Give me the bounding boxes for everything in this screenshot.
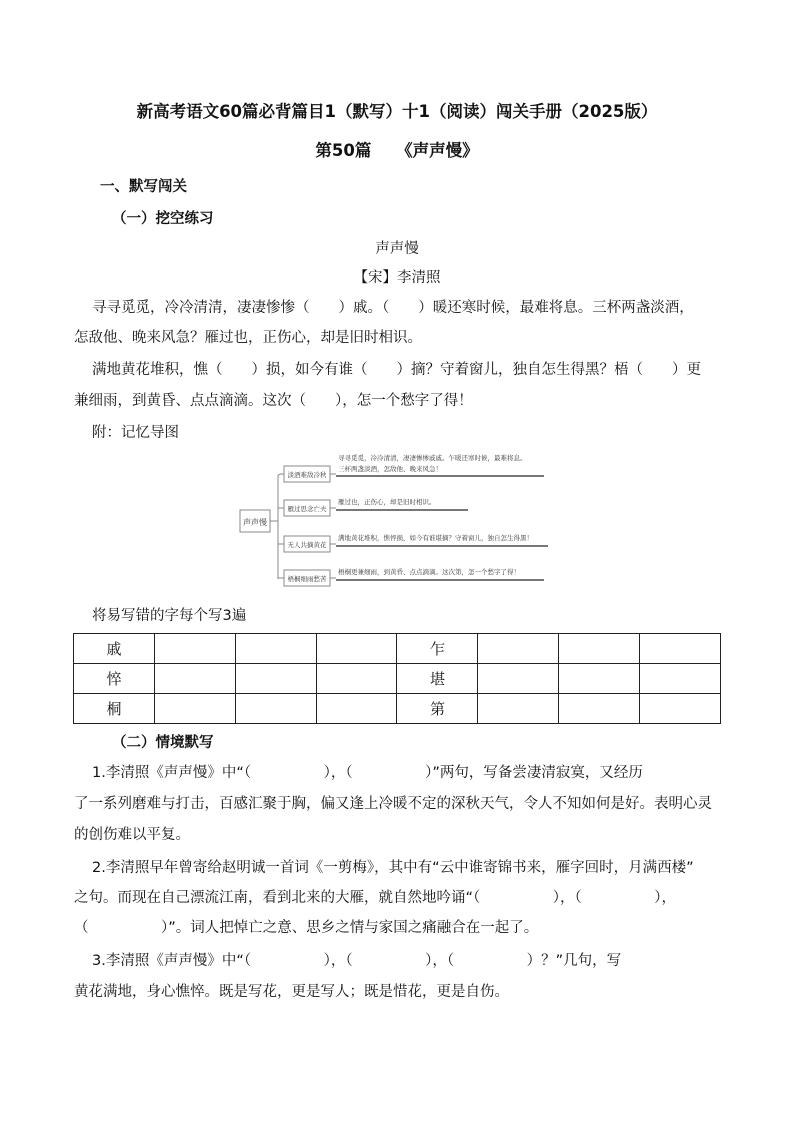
practice-row	[74, 694, 721, 724]
poem-paragraph-2-line-2: 兼细雨，到黄昏、点点滴滴。这次（ ），怎一个愁字了得！	[74, 393, 473, 409]
practice-row	[74, 664, 721, 694]
practice-char: 桐	[74, 694, 155, 724]
mindmap-branch-2	[284, 500, 330, 516]
poem-title: 声声慢	[375, 241, 419, 257]
practice-instruction: 将易写错的字每个写3遍	[92, 608, 247, 624]
practice-grid	[73, 633, 721, 724]
practice-cell[interactable]	[559, 694, 640, 724]
practice-char: 悴	[74, 664, 155, 694]
mindmap-branch-2-line-1: 雁过也，正伤心，却是旧时相识。	[338, 498, 436, 506]
practice-cell[interactable]	[316, 634, 397, 664]
practice-cell[interactable]	[316, 694, 397, 724]
mindmap-diagram	[238, 446, 548, 588]
practice-cell[interactable]	[316, 664, 397, 694]
mindmap-branch-4-label: 梧桐细雨愁苦	[287, 575, 327, 583]
mindmap-branch-4	[284, 570, 330, 586]
practice-char: 堪	[397, 664, 478, 694]
practice-cell[interactable]	[640, 694, 721, 724]
practice-char: 第	[397, 694, 478, 724]
mindmap-branch-1-line-2: 三杯两盏淡酒，怎敌他、晚来风急！	[338, 465, 442, 473]
mindmap-branch-3-label: 无人共摘黄花	[287, 541, 327, 549]
subsection-heading-fill-blank: （一）挖空练习	[112, 211, 214, 227]
practice-row	[74, 634, 721, 664]
section-heading-dictation: 一、默写闯关	[100, 179, 187, 195]
chapter-title: 第50篇 《声声慢》	[315, 141, 479, 160]
practice-cell[interactable]	[155, 664, 236, 694]
practice-cell[interactable]	[640, 634, 721, 664]
mindmap-root-label: 声声慢	[243, 518, 267, 527]
question-1-line-3: 的创伤难以平复。	[74, 827, 190, 843]
practice-cell[interactable]	[155, 634, 236, 664]
mindmap-branch-1-label: 淡酒难敌冷秋	[287, 471, 327, 479]
practice-cell[interactable]	[235, 694, 316, 724]
mindmap-branch-4-line-1: 梧桐更兼细雨，到黄昏、点点滴滴。这次第，怎一个愁字了得！	[338, 568, 520, 576]
practice-char: 乍	[397, 634, 478, 664]
subsection-heading-context-dictation: （二）情境默写	[112, 735, 214, 751]
practice-cell[interactable]	[478, 664, 559, 694]
question-2-line-2: 之句。而现在自己漂流江南，看到北来的大雁，就自然地吟诵“（ ），（ ），	[74, 890, 677, 906]
practice-cell[interactable]	[640, 664, 721, 694]
practice-cell[interactable]	[559, 634, 640, 664]
practice-cell[interactable]	[559, 664, 640, 694]
practice-cell[interactable]	[478, 634, 559, 664]
poem-paragraph-1-line-2: 怎敌他、晚来风急？雁过也，正伤心，却是旧时相识。	[74, 330, 422, 346]
practice-cell[interactable]	[155, 694, 236, 724]
question-3-line-1: 3.李清照《声声慢》中“（ ），（ ），（ ）？”几句，写	[92, 953, 622, 969]
question-1-line-2: 了一系列磨难与打击，百感汇聚于胸，偏又逢上冷暖不定的深秋天气，令人不知如何是好。表明心灵	[74, 796, 712, 812]
mindmap-branch-3	[284, 536, 330, 552]
poem-paragraph-2-line-1: 满地黄花堆积，憔（ ）损，如今有谁（ ）摘？守着窗儿，独自怎生得黑？梧（ ）更	[92, 362, 701, 378]
poem-author: 【宋】李清照	[353, 270, 441, 286]
practice-char: 戚	[74, 634, 155, 664]
question-3-line-2: 黄花满地，身心憔悴。既是写花，更是写人；既是惜花，更是自伤。	[74, 984, 509, 1000]
poem-paragraph-1-line-1: 寻寻觅觅，冷冷清清，凄凄惨惨（ ）戚。（ ）暖还寒时候，最难将息。三杯两盏淡酒，	[92, 300, 694, 316]
mindmap-root-node	[240, 510, 270, 532]
question-2-line-3: （ ）”。词人把悼亡之意、思乡之情与家国之痛融合在一起了。	[74, 920, 539, 936]
practice-cell[interactable]	[235, 664, 316, 694]
question-1-line-1: 1.李清照《声声慢》中“（ ），（ ）”两句，写备尝凄清寂寞，又经历	[92, 765, 643, 781]
mindmap-branch-1	[284, 466, 330, 482]
mindmap-branch-3-line-1: 满地黄花堆积，憔悴损，如今有谁堪摘？守着窗儿，独自怎生得黑！	[338, 534, 533, 542]
practice-cell[interactable]	[235, 634, 316, 664]
practice-cell[interactable]	[478, 694, 559, 724]
question-2-line-1: 2.李清照早年曾寄给赵明诚一首词《一剪梅》，其中有“云中谁寄锦书来，雁字回时，月满西楼”	[92, 860, 694, 876]
document-title: 新高考语文60篇必背篇目1（默写）十1（阅读）闯关手册（2025版）	[136, 102, 658, 121]
mindmap-intro: 附：记忆导图	[92, 425, 179, 441]
mindmap-branch-2-label: 雁过思念亡夫	[287, 505, 327, 513]
mindmap-branch-1-line-1: 寻寻觅觅，冷冷清清，凄凄惨惨戚戚。乍暖还寒时候，最难将息。	[338, 454, 527, 462]
